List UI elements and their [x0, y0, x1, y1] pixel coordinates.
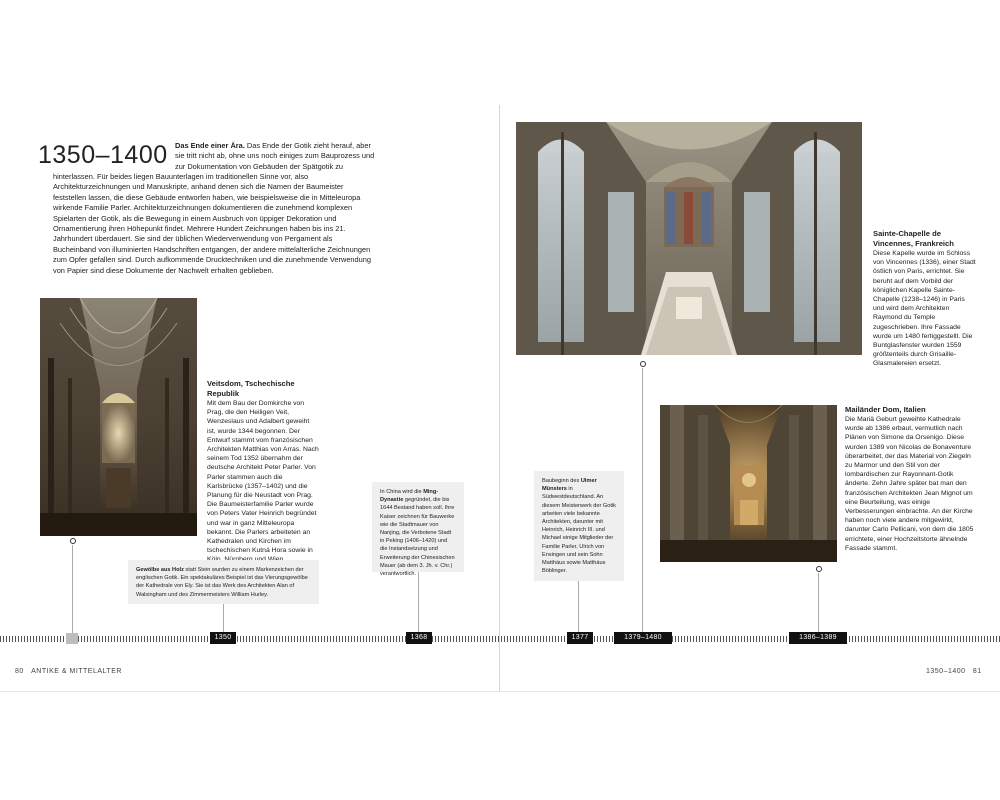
timeline-label-1368: 1368	[406, 632, 432, 644]
note-gewoelbe-text: statt Stein wurden zu einem Markenzeichen der englischen Gotik. Ein spektakuläres Beispiel ist das Vierungsgewölbe der Kathedrale von Ely. Sie ist das Werk des Architekten Alan of Walsingham und des Zimmermeisters William Hurley.	[136, 567, 308, 598]
era-title: 1350–1400	[38, 141, 168, 169]
note-ulm-lead: Ulmer Münsters	[542, 478, 597, 493]
circle-marker-icon	[816, 566, 822, 572]
caption-sainte-chapelle	[873, 229, 977, 369]
caption-veitsdom-title: Veitsdom, Tschechische Republik	[207, 379, 295, 398]
page-bottom-edge	[0, 691, 1000, 692]
note-ming-pre: In China wird die	[380, 489, 424, 495]
note-ming	[372, 482, 464, 578]
timeline-label-1350: 1350	[210, 632, 236, 644]
folio-right	[926, 668, 982, 675]
folio-left	[15, 668, 122, 675]
intro-lead: Das Ende einer Ära.	[175, 141, 245, 150]
timeline-label-1379-1480: 1379–1480	[614, 632, 672, 644]
note-gewoelbe-lead: Gewölbe aus Holz	[136, 567, 184, 573]
note-ming-text: gegründet, die bis 1644 Bestand haben soll. Ihre Kaiser zeichnen für Bauwerke wie die Stadtmauer von Nanjing, die Verbotene Stadt in Peking (1406–1420) und die Instandsetzung und Erweiterung der Chinesischen Mauer (ab dem 3. Jh. v. Chr.) verantwortlich.	[380, 497, 455, 578]
timeline-connector	[418, 572, 419, 633]
intro-body: hinterlassen. Für beides liegen Bauunterlagen im traditionellen Sinne vor, also Architekturzeichnungen und Manuskripte, anhand denen sich die Namen der Baumeister feststellen lassen, die diese Gebäude entworfen haben, wie beispielsweise die in Mitteleuropa wirkende Familie Parler. Architekturzeichnungen dokumentieren die zunehmend komplexen Spielarten der Gotik, als die Bewegung in einem Ausbruch von üppiger Dekoration und Ornamentierung ihren Höhepunkt findet. Mehrere Hundert Zeichnungen haben bis ins 21. Jahrhundert überdauert. Sie sind der üblichen Wiederverwendung von Pergament als Bucheinband von illuminierten Handschriften entgangen, der andere mittelalterliche Zeichnungen zum Opfer gefallen sind. Durch aufkommende Drucktechniken und die zunehmende Verwendung von Papier sind diese Dokumente der Nachwelt erhalten geblieben.	[53, 172, 371, 275]
page-gutter	[499, 105, 500, 691]
note-gewoelbe	[128, 560, 319, 604]
timeline-connector	[818, 573, 819, 633]
timeline-label-1377: 1377	[567, 632, 593, 644]
caption-chapelle-title: Sainte-Chapelle de Vincennes, Frankreich	[873, 229, 954, 248]
intro-head-text: Das Ende der Gotik zieht herauf, aber sie tritt nicht ab, ohne uns noch einiges zum Bauprozess und zur Dokumentation von Gebäuden der Spätgotik zu	[175, 141, 375, 171]
sainte-chapelle-photo	[516, 122, 862, 355]
folio-left-number: 80	[15, 668, 24, 675]
folio-right-number: 81	[972, 668, 982, 675]
timeline-start-block	[66, 633, 78, 644]
note-ulm	[534, 471, 624, 581]
caption-veitsdom-text: Mit dem Bau der Domkirche von Prag, die den Heiligen Veit, Wenzeslaus und Adalbert geweiht ist, wurde 1344 begonnen. Der Entwurf stammt vom französischen Architekten Matthias von Arras. Nach seinem Tod 1352 übernahm der deutsche Architekt Peter Parler. Von Parler stammen auch die Karlsbrücke (1357–1402) und die Planung für die Neustadt von Prag. Die Baumeisterfamilie Parler wurde von Peters Vater Heinrich begründet und war in ganz Mitteleuropa bekannt. Die Parlers arbeiteten an Kathedralen und Kirchen im tschechischen Kutná Hora sowie in	[207, 400, 319, 555]
veitsdom-photo	[40, 298, 197, 536]
timeline-connector	[72, 545, 73, 633]
note-ming-lead: Ming-Dynastie	[380, 489, 439, 504]
circle-marker-icon	[70, 538, 76, 544]
timeline-connector	[223, 604, 224, 633]
book-spread	[0, 105, 1000, 691]
intro-heading-block	[175, 141, 375, 172]
caption-chapelle-text: Diese Kapelle wurde im Schloss von Vincennes (1336), einer Stadt östlich von Paris, errichtet. Sie beruht auf dem Vorbild der königlichen Kapelle Sainte-Chapelle (1238–1246) in Paris und wird dem Architekten Raymond du Temple zugeschrieben. Ihre Fassade wurde um 1480 fertiggestellt. Die Buntglasfenster wurden 1559 größtenteils durch Grisaille-Glasmalereien ersetzt.	[873, 250, 976, 368]
caption-mailand-text: Die Mariä Geburt geweihte Kathedrale wurde ab 1386 erbaut, vermutlich nach Plänen von Simone da Orsenigo. Diese wurden 1389 von Nicolas de Bonaventure überarbeitet, der das Material von Ziegeln zu Marmor und den Stil von der lombardischen zur Rayonnant-Gotik änderte. Zehn Jahre später bat man den französischen Architekten Jean Mignot um eine Beurteilung, was einige Verbesserungen einbrachte. An der Kirche haben noch viele andere mitgewirkt, darunter Carlo Pellicani, von dem die 1805 errichtete, einer Hochzeitstorte ähnelnde Fassade stammt.	[845, 416, 974, 552]
note-ulm-text: in Südwestdeutschland. An diesem Meisterwerk der Gotik arbeiten viele bekannte Architekten, darunter mit Heinrich, Heinrich III. und Michael einige Mitglieder der Familie Parler, Ulrich von Ensingen und sein Sohn Matthäus sowie Matthäus Böblinger.	[542, 486, 616, 575]
folio-right-section: 1350–1400	[926, 668, 966, 675]
circle-marker-icon	[640, 361, 646, 367]
mailander-dom-photo	[660, 405, 837, 562]
timeline-bar	[0, 636, 1000, 642]
folio-left-section: ANTIKE & MITTELALTER	[31, 668, 122, 675]
note-ulm-pre: Baubeginn des	[542, 478, 581, 484]
timeline-connector	[642, 368, 643, 633]
caption-mailand-title: Mailänder Dom, Italien	[845, 405, 926, 414]
timeline-label-1386-1389: 1386–1389	[789, 632, 847, 644]
timeline-connector	[578, 581, 579, 633]
caption-mailander-dom	[845, 405, 977, 553]
caption-veitsdom	[207, 379, 319, 565]
